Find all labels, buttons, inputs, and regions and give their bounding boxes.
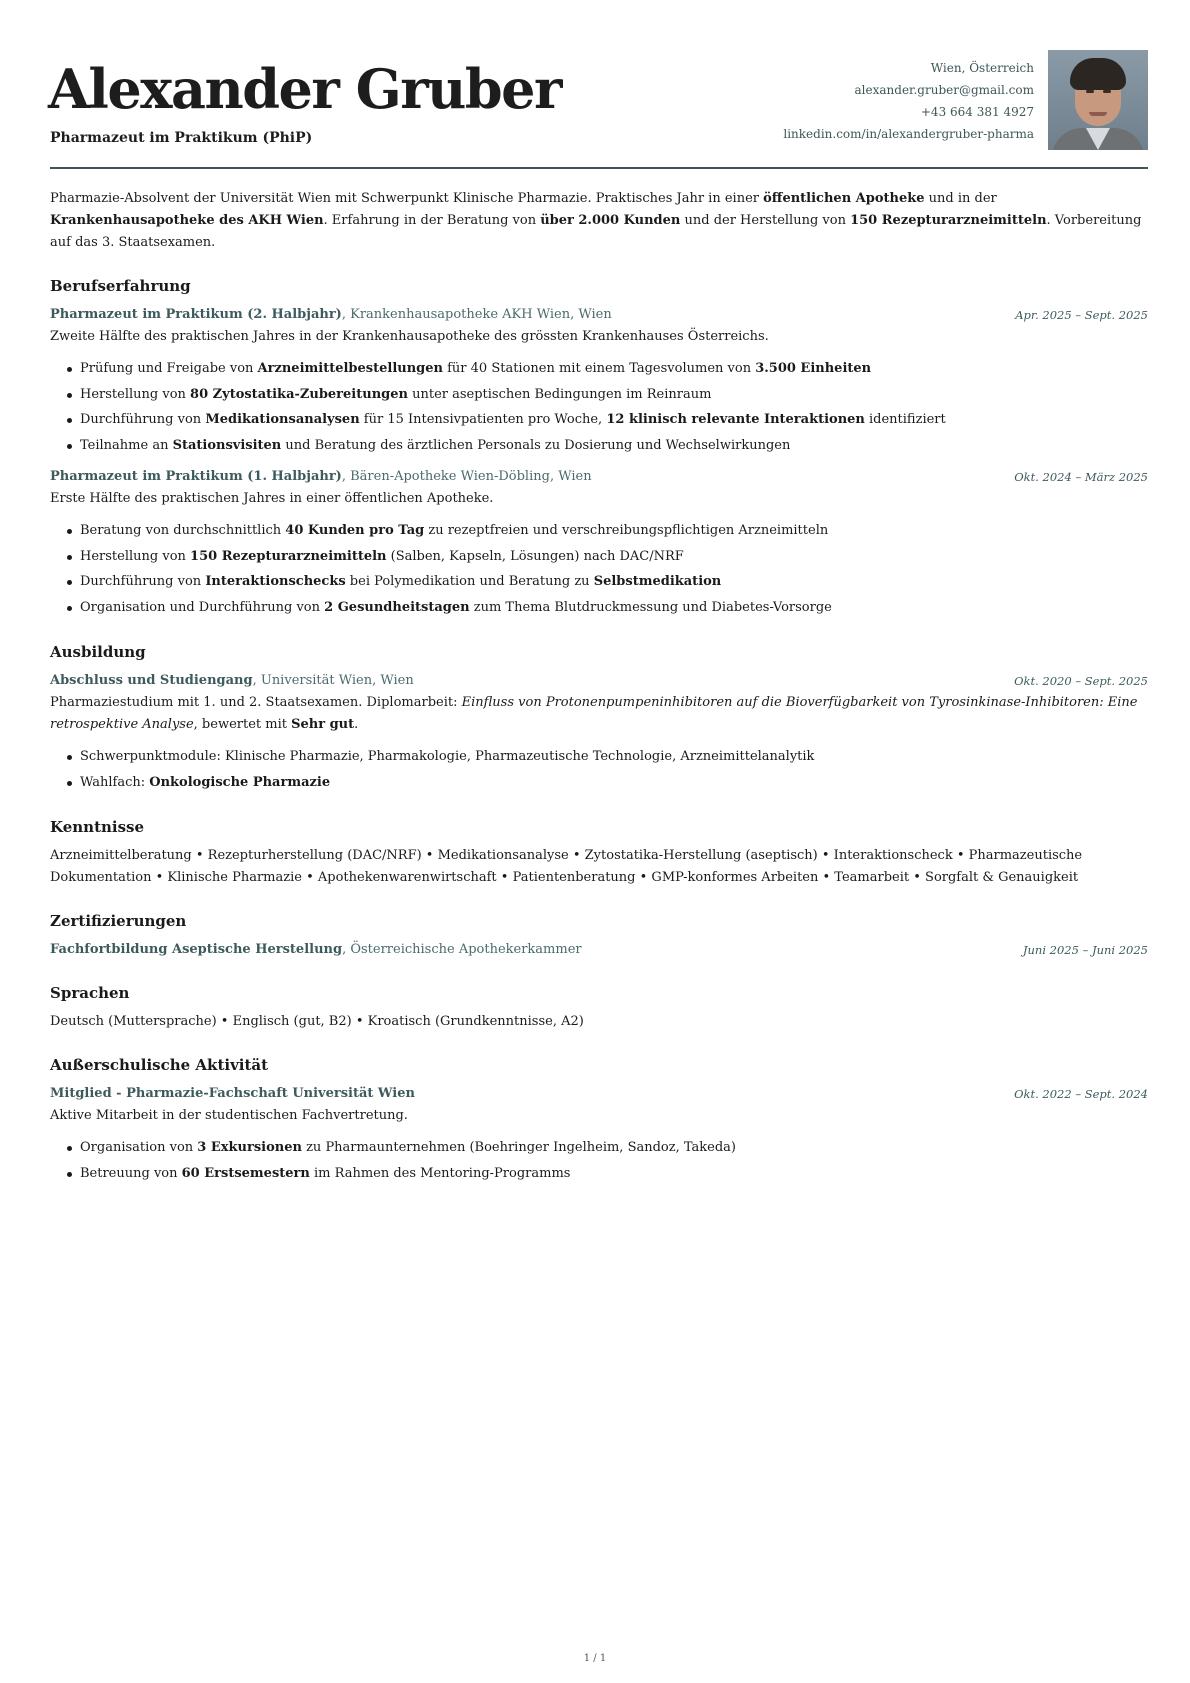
entry-date: Juni 2025 – Juni 2025 — [1022, 943, 1148, 957]
text-run: für 15 Intensivpatienten pro Woche, — [359, 412, 607, 427]
resume-header — [50, 50, 1148, 168]
text-run: Schwerpunktmodule: Klinische Pharmazie, Pharmakologie, Pharmazeutische Technologie, Arzneimittelanalytik — [80, 749, 815, 764]
text-run: Einfluss von Protonenpumpeninhibitoren auf die Bioverfügbarkeit von Tyrosinkinase-Inhibitoren: Eine retrospektive Analyse — [50, 695, 1138, 732]
text-run: . Vorbereitung auf das 3. Staatsexamen. — [50, 213, 1142, 250]
text-run: Herstellung von — [80, 386, 191, 402]
entry-date: Apr. 2025 – Sept. 2025 — [1015, 308, 1148, 322]
section-title: Kenntnisse — [50, 818, 145, 836]
entry-header — [50, 466, 1148, 488]
text-run: Medikationsanalysen — [205, 412, 360, 427]
section-activities — [50, 1055, 1148, 1186]
text-run: (Salben, Kapseln, Lösungen) nach DAC/NRF — [386, 548, 684, 564]
text-run: Onkologische Pharmazie — [149, 774, 331, 790]
entry-description: Aktive Mitarbeit in der studentischen Fachvertretung. — [50, 1108, 408, 1123]
text-run: und Beratung des ärztlichen Personals zu Dosierung und Wechselwirkungen — [281, 437, 791, 453]
entry — [50, 670, 1148, 795]
text-run: Teilnahme an — [80, 437, 173, 453]
text-run: Pharmazie-Absolvent der Universität Wien mit Schwerpunkt Klinische Pharmazie. Praktisches Jahr in einer — [50, 191, 764, 206]
skills-list: Arzneimittelberatung • Rezepturherstellung (DAC/NRF) • Medikationsanalyse • Zytostatika-Herstellung (aseptisch) • Interaktionscheck • Pharmazeutische Dokumentation • Klinische Pharmazie • Apothekenwarenwirtschaft • Patientenberatung • GMP-konformes Arbeiten • Teamarbeit • Sorgfalt & Genauigkeit — [50, 848, 1083, 885]
text-run: Prüfung und Freigabe von — [80, 361, 258, 376]
text-run: 80 Zytostatika-Zubereitungen — [190, 386, 408, 402]
text-run: Durchführung von — [80, 574, 206, 589]
header-divider — [50, 167, 1148, 169]
text-run: öffentlichen Apotheke — [763, 191, 925, 206]
text-run: Betreuung von — [80, 1165, 182, 1181]
text-run: unter aseptischen Bedingungen im Reinraum — [407, 386, 712, 402]
bullet-list — [50, 518, 1148, 620]
page-number: 1 / 1 — [583, 1653, 607, 1664]
entry-organization: , Österreichische Apothekerkammer — [342, 942, 582, 957]
text-run: 150 Rezepturarzneimitteln — [850, 213, 1047, 228]
bullet-list — [50, 1135, 1148, 1186]
bullet-item — [80, 407, 1148, 433]
profile-photo — [1048, 50, 1148, 150]
entry-date: Okt. 2024 – März 2025 — [1014, 470, 1148, 484]
text-run: 3 Exkursionen — [197, 1140, 302, 1155]
entry-organization: , Universität Wien, Wien — [252, 673, 414, 688]
text-run: zu rezeptfreien und verschreibungspflichtigen Arzneimitteln — [424, 523, 829, 538]
text-run: über 2.000 Kunden — [540, 213, 681, 228]
text-run: 3.500 Einheiten — [755, 361, 872, 376]
text-run: und in der — [924, 191, 997, 206]
contact-linkedin[interactable]: linkedin.com/in/alexandergruber-pharma — [783, 127, 1034, 141]
entry — [50, 466, 1148, 620]
section-certifications — [50, 911, 1148, 961]
bullet-item — [80, 595, 1148, 621]
text-run: und der Herstellung von — [680, 213, 851, 228]
text-run: 150 Rezepturarzneimitteln — [190, 548, 387, 564]
bullet-item — [80, 744, 1148, 770]
section-title: Ausbildung — [50, 643, 146, 661]
entry-title: Pharmazeut im Praktikum (2. Halbjahr) — [50, 307, 342, 322]
bullet-item — [80, 1135, 1148, 1161]
languages-list: Deutsch (Muttersprache) • Englisch (gut, B2) • Kroatisch (Grundkenntnisse, A2) — [50, 1014, 584, 1029]
text-run: 2 Gesundheitstagen — [324, 599, 470, 615]
entry-title: Fachfortbildung Aseptische Herstellung — [50, 942, 343, 957]
section-experience — [50, 276, 1148, 620]
text-run: Stationsvisiten — [172, 437, 282, 453]
entry-description: Erste Hälfte des praktischen Jahres in einer öffentlichen Apotheke. — [50, 491, 494, 506]
bullet-item — [80, 544, 1148, 570]
entry-organization: , Krankenhausapotheke AKH Wien, Wien — [341, 307, 612, 322]
entry — [50, 304, 1148, 458]
section-languages — [50, 983, 1148, 1033]
entry-title: Abschluss und Studiengang — [50, 673, 253, 688]
text-run: . — [354, 717, 359, 732]
candidate-name: Alexander Gruber — [48, 57, 561, 121]
bullet-item — [80, 770, 1148, 796]
entry-header — [50, 1083, 1148, 1105]
text-run: 40 Kunden pro Tag — [285, 523, 425, 538]
text-run: Sehr gut — [291, 717, 355, 732]
text-run: , bewertet mit — [193, 717, 292, 732]
summary — [50, 188, 1148, 254]
text-run: Herstellung von — [80, 548, 191, 564]
section-title: Zertifizierungen — [50, 912, 187, 930]
entry-header — [50, 670, 1148, 692]
text-run: Selbstmedikation — [593, 574, 722, 589]
contact-location: Wien, Österreich — [930, 61, 1034, 75]
bullet-item — [80, 356, 1148, 382]
text-run: . Erfahrung in der Beratung von — [323, 213, 541, 228]
entry — [50, 939, 1148, 961]
text-run: Arzneimittelbestellungen — [257, 361, 443, 376]
entry — [50, 1083, 1148, 1186]
entry-title: Pharmazeut im Praktikum (1. Halbjahr) — [50, 469, 342, 484]
section-title: Sprachen — [50, 984, 130, 1002]
candidate-headline: Pharmazeut im Praktikum (PhiP) — [50, 130, 313, 146]
bullet-list — [50, 744, 1148, 795]
text-run: Organisation von — [80, 1140, 198, 1155]
text-run: zum Thema Blutdruckmessung und Diabetes-Vorsorge — [469, 599, 832, 615]
text-run: 12 klinisch relevante Interaktionen — [606, 412, 865, 427]
bullet-list — [50, 356, 1148, 458]
entry-header — [50, 939, 1148, 961]
entry-date: Okt. 2020 – Sept. 2025 — [1014, 674, 1148, 688]
text-run: bei Polymedikation und Beratung zu — [345, 574, 594, 589]
bullet-item — [80, 1161, 1148, 1187]
section-title: Berufserfahrung — [50, 277, 191, 295]
bullet-item — [80, 382, 1148, 408]
entry-header — [50, 304, 1148, 326]
text-run: Krankenhausapotheke des AKH Wien — [50, 213, 324, 228]
text-run: Pharmaziestudium mit 1. und 2. Staatsexamen. Diplomarbeit: — [50, 695, 462, 710]
resume-page — [50, 50, 1148, 1194]
text-run: identifiziert — [864, 412, 946, 427]
contact-block — [783, 57, 1034, 145]
text-run: für 40 Stationen mit einem Tagesvolumen von — [442, 361, 756, 376]
text-run: Organisation und Durchführung von — [80, 599, 325, 615]
entry-date: Okt. 2022 – Sept. 2024 — [1014, 1087, 1148, 1101]
section-skills — [50, 817, 1148, 889]
text-run: zu Pharmaunternehmen (Boehringer Ingelheim, Sandoz, Takeda) — [301, 1140, 736, 1155]
text-run: im Rahmen des Mentoring-Programms — [309, 1165, 571, 1181]
text-run: Beratung von durchschnittlich — [80, 523, 286, 538]
entry-description — [50, 692, 1148, 736]
bullet-item — [80, 518, 1148, 544]
text-run: Interaktionschecks — [205, 574, 346, 589]
contact-email[interactable]: alexander.gruber@gmail.com — [854, 83, 1034, 97]
contact-phone[interactable]: +43 664 381 4927 — [920, 105, 1034, 119]
entry-title: Mitglied - Pharmazie-Fachschaft Universität Wien — [50, 1086, 415, 1101]
bullet-item — [80, 433, 1148, 459]
section-education — [50, 642, 1148, 795]
text-run: Wahlfach: — [80, 774, 150, 790]
entry-organization: , Bären-Apotheke Wien-Döbling, Wien — [341, 469, 592, 484]
bullet-item — [80, 569, 1148, 595]
entry-description: Zweite Hälfte des praktischen Jahres in der Krankenhausapotheke des grössten Krankenhauses Österreichs. — [50, 329, 769, 344]
text-run: 60 Erstsemestern — [181, 1165, 310, 1181]
section-title: Außerschulische Aktivität — [50, 1056, 269, 1074]
text-run: Durchführung von — [80, 412, 206, 427]
